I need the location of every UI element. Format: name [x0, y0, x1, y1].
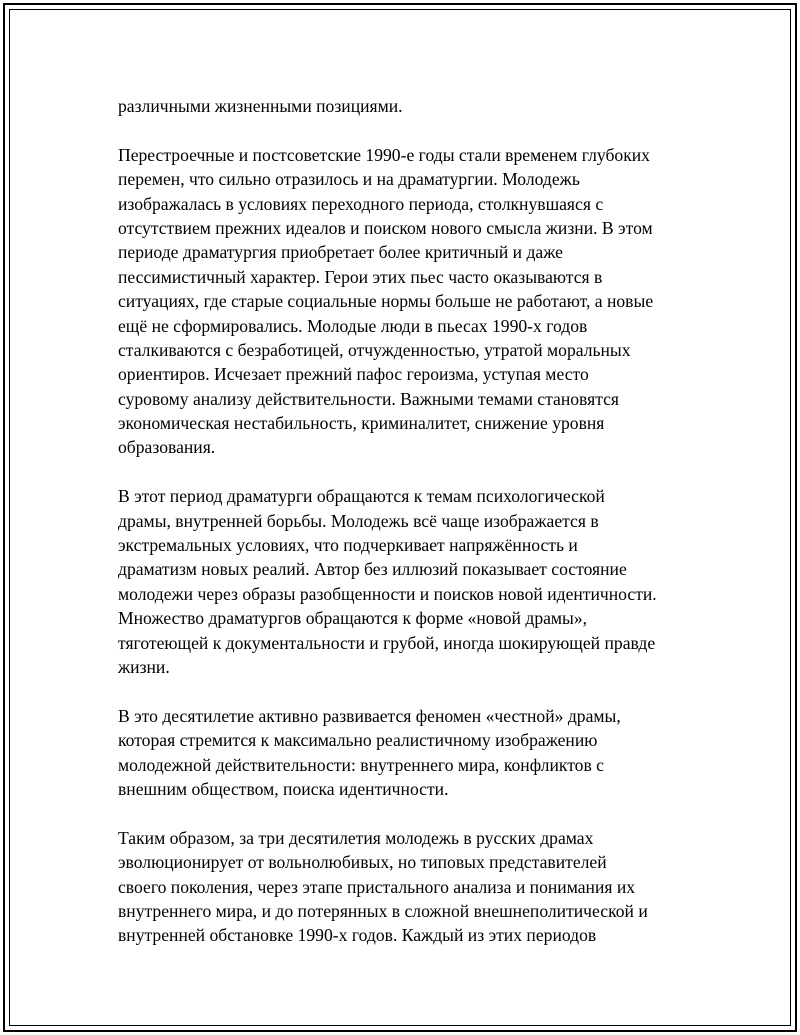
text-line: экстремальных условиях, что подчеркивает напряжённость и: [118, 535, 578, 556]
text-line: суровому анализу действительности. Важными темами становятся: [118, 388, 620, 409]
text-line: В это десятилетие активно развивается феномен «честной» драмы,: [118, 705, 621, 726]
paragraph: [118, 704, 698, 802]
text-line: пессимистичный характер. Герои этих пьес часто оказываются в: [118, 266, 603, 287]
document-body: [118, 94, 698, 972]
text-line: молодежной действительности: внутреннего мира, конфликтов с: [118, 754, 604, 775]
text-line: своего поколения, через этапе пристального анализа и понимания их: [118, 876, 636, 897]
text-line: В этот период драматурги обращаются к темам психологической: [118, 486, 605, 507]
text-line: изображалась в условиях переходного периода, столкнувшаяся с: [118, 193, 604, 214]
text-line: драмы, внутренней борьбы. Молодежь всё чаще изображается в: [118, 510, 599, 531]
text-line: отсутствием прежних идеалов и поиском нового смысла жизни. В этом: [118, 217, 653, 238]
text-line: которая стремится к максимально реалистичному изображению: [118, 730, 598, 751]
text-line: внешним обществом, поиска идентичности.: [118, 778, 449, 799]
text-line: драматизм новых реалий. Автор без иллюзий показывает состояние: [118, 559, 627, 580]
text-line: перемен, что сильно отразилось и на драматургии. Молодежь: [118, 169, 580, 190]
paragraph: [118, 94, 698, 118]
text-line: эволюционирует от вольнолюбивых, но типовых представителей: [118, 852, 607, 873]
text-line: различными жизненными позициями.: [118, 96, 403, 116]
paragraph: [118, 143, 698, 460]
text-line: внутреннего мира, и до потерянных в сложной внешнеполитической и: [118, 900, 648, 921]
text-line: Множество драматургов обращаются к форме «новой драмы»,: [118, 608, 588, 629]
text-line: ещё не сформировались. Молодые люди в пьесах 1990-х годов: [118, 315, 588, 336]
paragraph: [118, 826, 698, 948]
paragraph: [118, 484, 698, 679]
text-line: сталкиваются с безработицей, отчужденностью, утратой моральных: [118, 339, 631, 360]
text-line: ситуациях, где старые социальные нормы больше не работают, а новые: [118, 291, 654, 312]
text-line: образования.: [118, 437, 216, 458]
text-line: ориентиров. Исчезает прежний пафос героизма, уступая место: [118, 364, 589, 385]
text-line: Таким образом, за три десятилетия молодежь в русских драмах: [118, 827, 594, 848]
text-line: жизни.: [118, 656, 170, 677]
text-line: молодежи через образы разобщенности и поисков новой идентичности.: [118, 583, 657, 604]
text-line: тяготеющей к документальности и грубой, иногда шокирующей правде: [118, 632, 656, 653]
text-line: Перестроечные и постсоветские 1990-е годы стали временем глубоких: [118, 144, 650, 165]
text-line: периоде драматургия приобретает более критичный и даже: [118, 242, 563, 263]
text-line: внутренней обстановке 1990-х годов. Каждый из этих периодов: [118, 925, 597, 946]
text-line: экономическая нестабильность, криминалитет, снижение уровня: [118, 413, 605, 434]
